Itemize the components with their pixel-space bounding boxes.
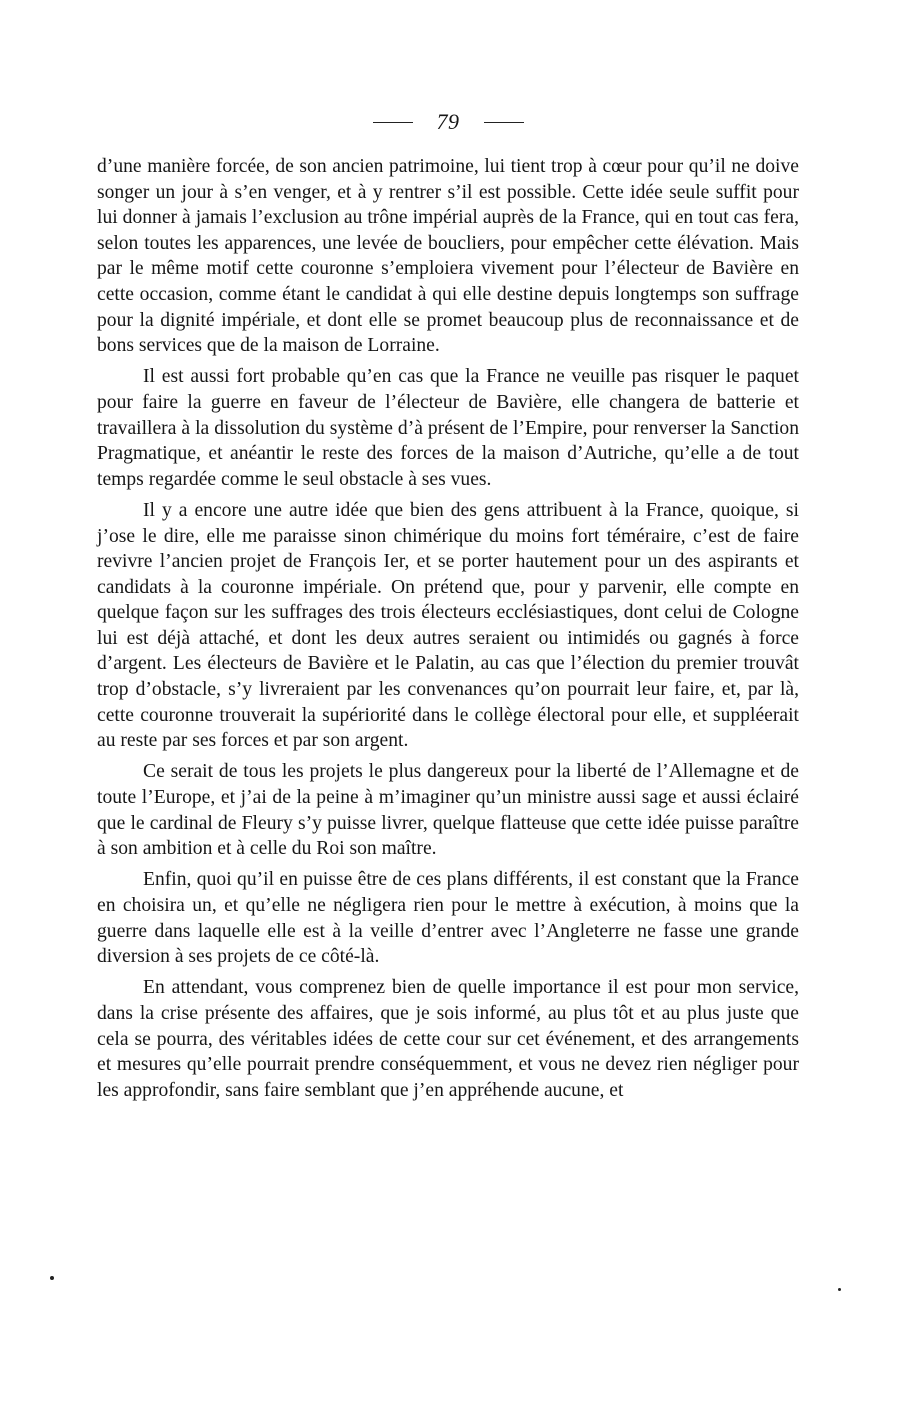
- header-rule-right: [484, 122, 524, 123]
- paragraph-5: Enfin, quoi qu’il en puisse être de ces plans différents, il est constant que la France en choisira un, et qu’elle ne négligera rien pour le mettre à exécution, à moins que la guerre dans laquelle elle est à la veille d’entrer avec l’Angleterre ne fasse une grande diversion à ses projets de ce côté-là.: [97, 869, 799, 968]
- scan-speck-left: [50, 1276, 54, 1280]
- scan-speck-right: [838, 1288, 841, 1291]
- page-number: 79: [436, 109, 460, 134]
- book-page: [97, 104, 799, 1103]
- header-rule-left: [373, 122, 413, 123]
- body-text: [97, 154, 799, 1103]
- paragraph-3: Il y a encore une autre idée que bien des gens attribuent à la France, quoique, si j’ose le dire, elle me paraisse sinon chimérique du moins fort téméraire, c’est de faire revivre l’ancien projet de François Ier, et se porter hautement pour un des aspirants et candidats à la couronne impériale. On prétend que, pour y parvenir, elle compte en quelque façon sur les suffrages des trois électeurs ecclésiastiques, dont celui de Cologne lui est déjà attaché, et dont les deux autres seraient ou intimidés ou gagnés à force d’argent. Les électeurs de Bavière et le Palatin, au cas que l’élection du premier trouvât trop d’obstacle, s’y livreraient par les convenances qu’on pourrait leur faire, et, par là, cette couronne trouverait la supériorité dans le collège électoral pour elle, et suppléerait au reste par ses forces et par son argent.: [97, 499, 799, 752]
- paragraph-2: Il est aussi fort probable qu’en cas que la France ne veuille pas risquer le paquet pour faire la guerre en faveur de l’électeur de Bavière, elle changera de batterie et travaillera à la dissolution du système d’à présent de l’Empire, pour renverser la Sanction Pragmatique, et anéantir le reste des forces de la maison d’Autriche, qu’elle a de tout temps regardée comme le seul obstacle à ses vues.: [97, 366, 799, 490]
- page-header: [97, 104, 799, 140]
- paragraph-4: Ce serait de tous les projets le plus dangereux pour la liberté de l’Allemagne et de toute l’Europe, et j’ai de la peine à m’imaginer qu’un ministre aussi sage et aussi éclairé que le cardinal de Fleury s’y puisse livrer, quelque flatteuse que cette idée puisse paraître à son ambition et à celle du Roi son maître.: [97, 761, 799, 860]
- paragraph-1: d’une manière forcée, de son ancien patrimoine, lui tient trop à cœur pour qu’il ne doive songer un jour à s’en venger, et à y rentrer s’il est possible. Cette idée seule suffit pour lui donner à jamais l’exclusion au trône impérial auprès de la France, qui en tout cas fera, selon toutes les apparences, une levée de boucliers, pour empêcher cette élévation. Mais par le même motif cette couronne s’emploiera vivement pour l’électeur de Bavière en cette occasion, comme étant le candidat à qui elle destine depuis longtemps son suffrage pour la dignité impériale, et dont elle se promet beaucoup plus de reconnaissance et de bons services que de la maison de Lorraine.: [97, 156, 799, 357]
- paragraph-6: En attendant, vous comprenez bien de quelle importance il est pour mon service, dans la crise présente des affaires, que je sois informé, au plus tôt et au plus juste que cela se pourra, des véritables idées de cette cour sur cet événement, et des arrangements et mesures qu’elle pourrait prendre conséquemment, et vous ne devez rien négliger pour les approfondir, sans faire semblant que j’en appréhende aucune, et: [97, 977, 799, 1101]
